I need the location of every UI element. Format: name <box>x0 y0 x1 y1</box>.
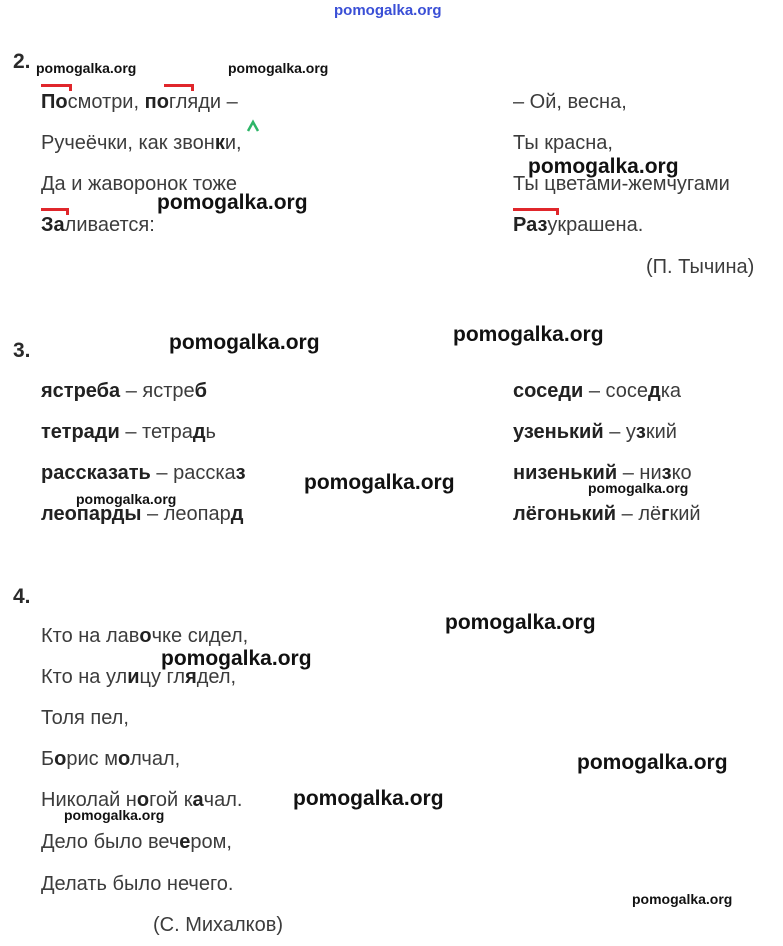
task-4-line-7: Делать было нечего. <box>41 873 234 895</box>
watermark: pomogalka.org <box>304 471 455 494</box>
watermark-top: pomogalka.org <box>334 2 442 19</box>
task-4-author: (С. Михалков) <box>153 914 283 936</box>
task-3-right-line-4: лёгонький – лёгкий <box>513 503 701 525</box>
task-4-line-2: Кто на улицу глядел, <box>41 666 237 688</box>
task-2-left-line-1: Посмотри, погляди – <box>41 91 238 113</box>
task-2-right-line-1: – Ой, весна, <box>513 91 627 113</box>
task-4-line-1: Кто на лавочке сидел, <box>41 625 249 647</box>
task-2-left-line-2: Ручеёчки, как звонки, <box>41 132 242 154</box>
watermark: pomogalka.org <box>453 323 604 346</box>
task-2-number: 2. <box>13 50 31 73</box>
task-4-number: 4. <box>13 585 31 608</box>
task-2-left-line-4: Заливается: <box>41 214 155 236</box>
task-2-author: (П. Тычина) <box>646 256 755 278</box>
watermark: pomogalka.org <box>577 751 728 774</box>
watermark: pomogalka.org <box>528 155 679 178</box>
watermark: pomogalka.org <box>36 60 137 76</box>
task-2-right-line-2: Ты красна, <box>513 132 613 154</box>
task-3-right-line-1: соседи – соседка <box>513 380 682 402</box>
task-3-left-line-4: леопарды – леопард <box>41 503 244 525</box>
watermark: pomogalka.org <box>64 807 165 823</box>
watermark: pomogalka.org <box>76 491 177 507</box>
watermark: pomogalka.org <box>588 480 689 496</box>
task-4-line-4: Борис молчал, <box>41 748 181 770</box>
task-3-left-line-1: ястреба – ястреб <box>41 380 207 402</box>
root-caret-mark <box>246 119 260 133</box>
watermark: pomogalka.org <box>632 891 733 907</box>
task-4-line-3: Толя пел, <box>41 707 129 729</box>
watermark: pomogalka.org <box>157 191 308 214</box>
prefix-mark-1 <box>41 84 72 91</box>
task-3-number: 3. <box>13 339 31 362</box>
task-3-right-line-3: низенький – низко <box>513 462 692 484</box>
watermark: pomogalka.org <box>169 331 320 354</box>
task-3-left-line-3: рассказать – рассказ <box>41 462 246 484</box>
task-4-line-6: Дело было вечером, <box>41 831 232 853</box>
watermark: pomogalka.org <box>445 611 596 634</box>
task-3-right-line-2: узенький – узкий <box>513 421 677 443</box>
watermark: pomogalka.org <box>161 647 312 670</box>
task-3-left-line-2: тетради – тетрадь <box>41 421 216 443</box>
watermark: pomogalka.org <box>228 60 329 76</box>
task-2-right-line-4: Разукрaшена. <box>513 214 644 236</box>
watermark: pomogalka.org <box>293 787 444 810</box>
task-2-left-line-3: Да и жаворонок тоже <box>41 173 238 195</box>
task-2-right-line-3: Ты цветами-жемчугами <box>513 173 730 195</box>
prefix-mark-2 <box>164 84 194 91</box>
task-4-line-5: Николай ногой качал. <box>41 789 243 811</box>
